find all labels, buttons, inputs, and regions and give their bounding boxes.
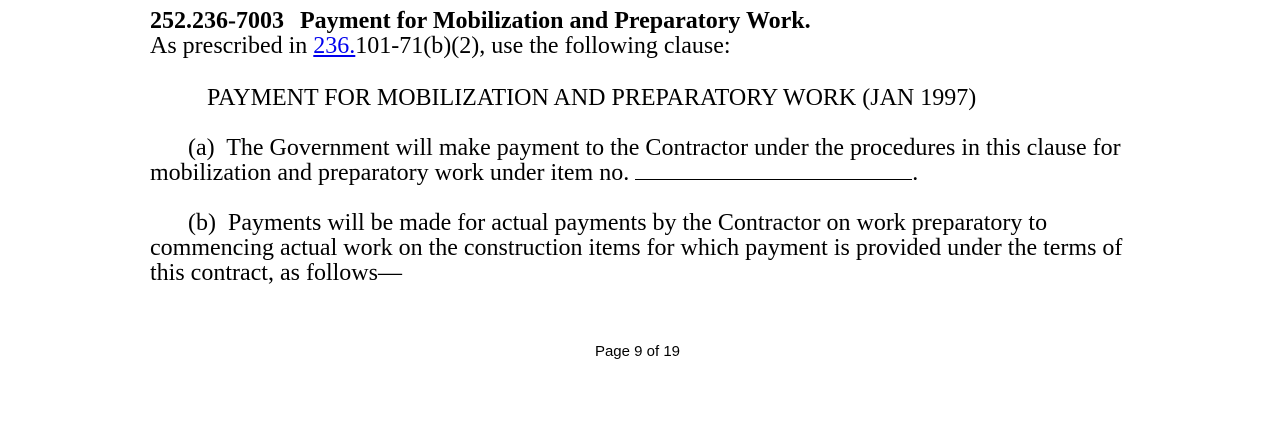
prescription-suffix: 101-71(b)(2), use the following clause: xyxy=(355,33,731,59)
clause-title: PAYMENT FOR MOBILIZATION AND PREPARATORY WORK (JAN 1997) xyxy=(207,85,977,111)
paragraph-b-text: Payments will be made for actual payments by the Contractor on work preparatory to commencing actual work on the construction items for which payment is provided under the terms of this contract, as follows— xyxy=(150,210,1123,286)
paragraph-b xyxy=(150,211,1130,286)
paragraph-a xyxy=(150,136,1130,186)
page-footer xyxy=(0,343,1275,360)
prescription-prefix: As prescribed in xyxy=(150,33,314,59)
prescription-line xyxy=(150,34,1130,59)
document-body xyxy=(150,8,1130,286)
paragraph-a-text: The Government will make payment to the Contractor under the procedures in this clause for mobilization and preparatory work under item no. xyxy=(150,135,1121,186)
part-236-link[interactable]: 236. xyxy=(313,33,356,59)
section-heading xyxy=(150,8,1130,34)
paragraph-a-label: (a) xyxy=(188,135,215,161)
paragraph-a-end: . xyxy=(912,160,919,186)
section-number: 252.236-7003 xyxy=(150,8,284,34)
page-number: Page 9 of 19 xyxy=(594,343,681,360)
paragraph-b-label: (b) xyxy=(188,210,216,236)
item-number-blank xyxy=(635,161,912,180)
section-title: Payment for Mobilization and Preparatory Work. xyxy=(300,8,811,34)
